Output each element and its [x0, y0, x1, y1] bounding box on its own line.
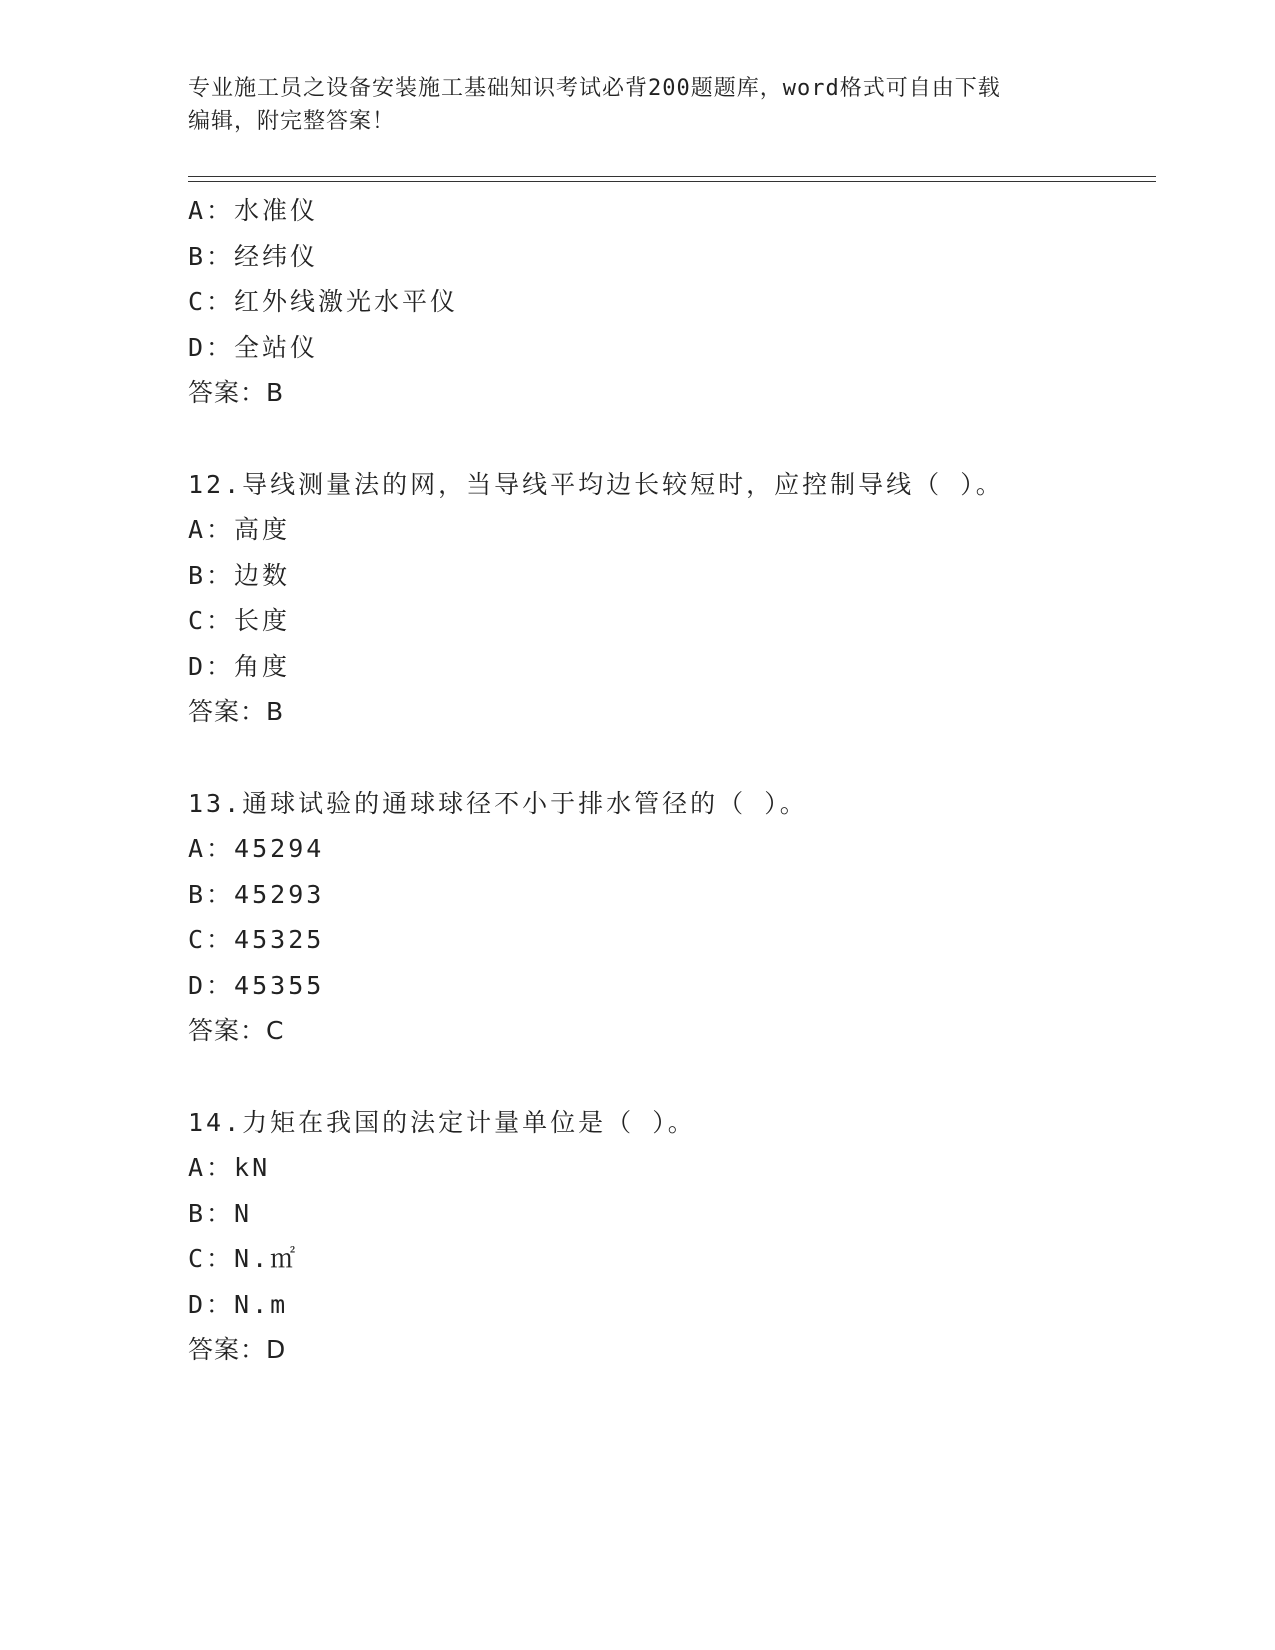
- answer-line: 答案：B: [188, 378, 285, 407]
- header-divider-top: [188, 176, 1156, 177]
- spacer: [188, 735, 1148, 781]
- option-a: A：45294: [188, 834, 325, 863]
- question-13: [188, 781, 1148, 1054]
- question-text: 14.力矩在我国的法定计量单位是（ ）。: [188, 1107, 696, 1137]
- option-a: A：kN: [188, 1153, 271, 1182]
- option-c: C：长度: [188, 606, 291, 635]
- question-12: [188, 462, 1148, 735]
- option-b: B：经纬仪: [188, 241, 319, 271]
- option-d: D：45355: [188, 970, 325, 1000]
- option-b: B：45293: [188, 879, 325, 909]
- spacer: [188, 416, 1148, 462]
- answer-line: 答案：C: [188, 1016, 285, 1045]
- answer-line: 答案：B: [188, 697, 285, 726]
- option-b: B：边数: [188, 560, 291, 590]
- question-11: [188, 188, 1148, 416]
- option-d: D：N.m: [188, 1289, 289, 1319]
- answer-line: 答案：D: [188, 1335, 287, 1364]
- header-line-2: 编辑，附完整答案！: [188, 109, 396, 134]
- option-a: A：高度: [188, 515, 291, 544]
- question-text: 12.导线测量法的网，当导线平均边长较短时，应控制导线（ ）。: [188, 469, 1004, 499]
- option-c: C：45325: [188, 925, 325, 954]
- header-divider-bottom: [188, 181, 1156, 182]
- option-c: C：红外线激光水平仪: [188, 287, 459, 316]
- spacer: [188, 1054, 1148, 1100]
- option-b: B：N: [188, 1198, 253, 1228]
- option-c: C：N.㎡: [188, 1244, 299, 1273]
- question-list: [188, 188, 1148, 1373]
- header-line-1: 专业施工员之设备安装施工基础知识考试必背200题题库，word格式可自由下载: [188, 76, 1001, 101]
- question-text: 13.通球试验的通球球径不小于排水管径的（ ）。: [188, 788, 808, 818]
- option-d: D：角度: [188, 651, 291, 681]
- question-14: [188, 1100, 1148, 1373]
- option-d: D：全站仪: [188, 332, 319, 362]
- option-a: A：水准仪: [188, 196, 319, 225]
- document-header: [188, 72, 1068, 138]
